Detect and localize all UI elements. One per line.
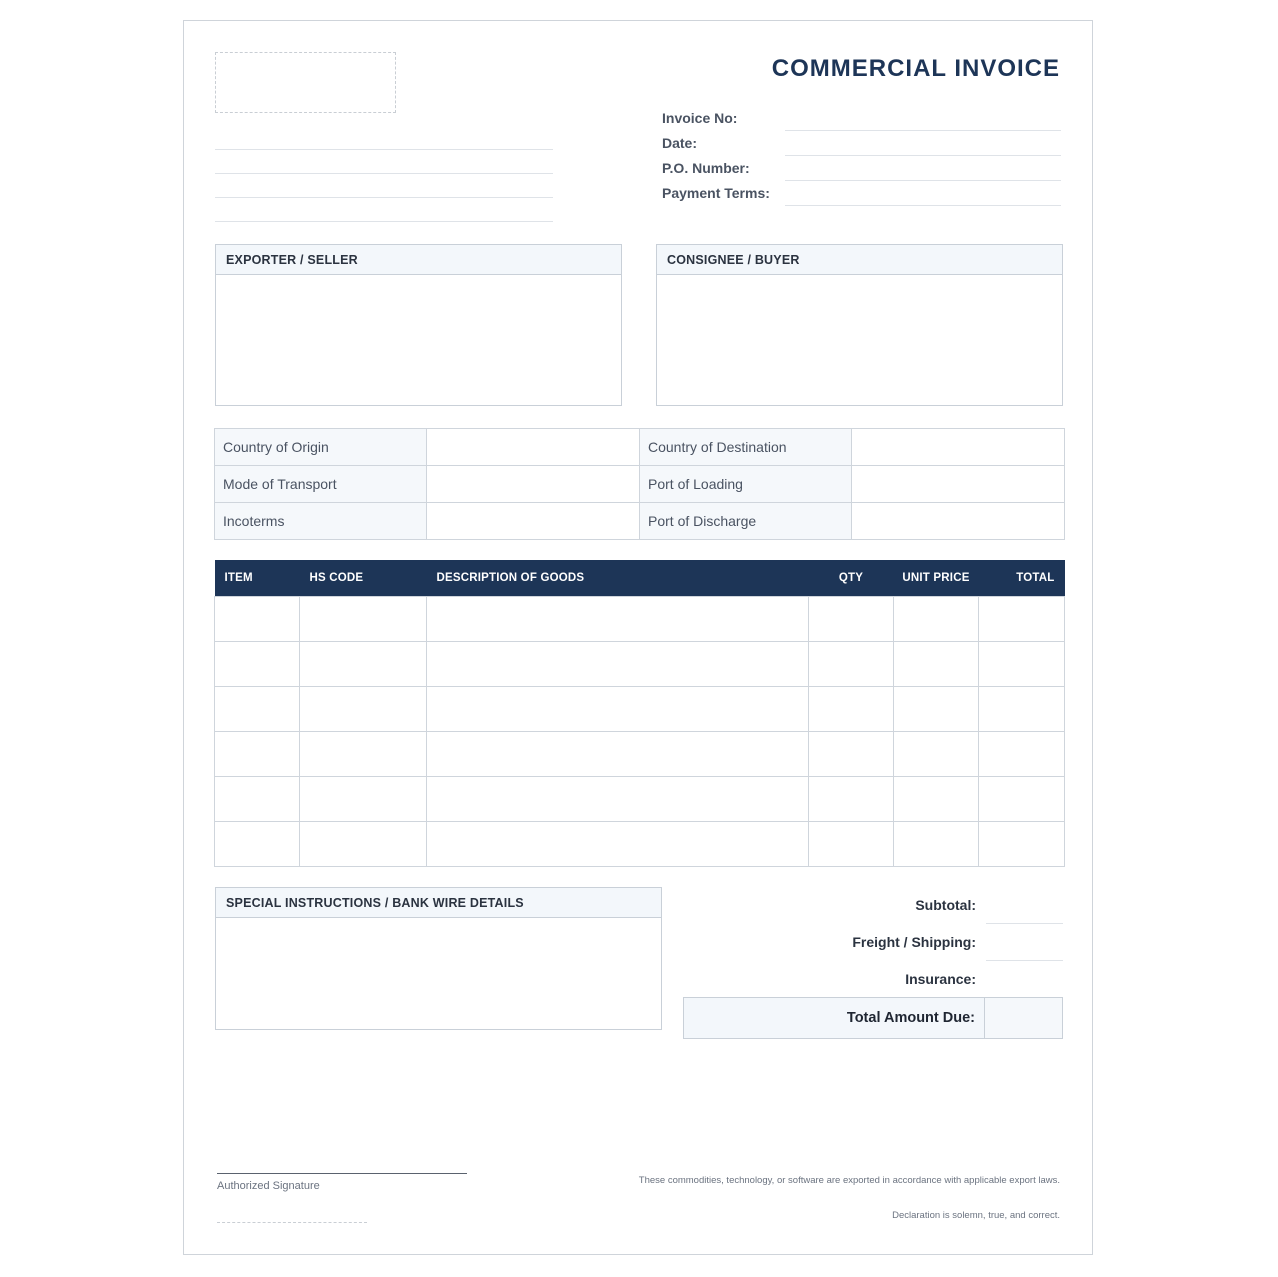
hs-code-cell[interactable] [300,597,427,642]
country-of-origin-label: Country of Origin [215,429,427,466]
unit-price-cell[interactable] [894,822,979,867]
table-row [215,503,1065,540]
address-line[interactable] [215,149,553,150]
table-row [215,777,1065,822]
table-row [215,642,1065,687]
items-header-row [215,560,1065,597]
total-amount-due-field[interactable] [984,998,1062,1038]
unit-price-cell[interactable] [894,777,979,822]
logo-placeholder[interactable] [215,52,396,113]
address-line[interactable] [215,197,553,198]
hs-code-column-header: HS CODE [300,560,427,597]
exporter-box[interactable] [215,244,622,406]
declaration-text: Declaration is solemn, true, and correct. [892,1210,1060,1221]
freight-field[interactable] [986,960,1063,961]
po-number-label: P.O. Number: [662,160,750,176]
port-of-discharge-field[interactable] [852,503,1065,540]
total-cell[interactable] [979,732,1065,777]
hs-code-cell[interactable] [300,822,427,867]
total-cell[interactable] [979,597,1065,642]
table-row [215,822,1065,867]
table-row [215,466,1065,503]
special-instructions-box[interactable] [215,887,662,1030]
description-cell[interactable] [427,732,809,777]
subtotal-label: Subtotal: [915,897,976,913]
hs-code-cell[interactable] [300,642,427,687]
total-amount-due-row [683,997,1063,1039]
unit-price-cell[interactable] [894,597,979,642]
table-row [215,429,1065,466]
qty-cell[interactable] [809,777,894,822]
invoice-no-label: Invoice No: [662,110,738,126]
unit-price-cell[interactable] [894,732,979,777]
invoice-page [183,20,1093,1255]
country-of-destination-field[interactable] [852,429,1065,466]
address-line[interactable] [215,221,553,222]
mode-of-transport-field[interactable] [427,466,640,503]
total-column-header: TOTAL [979,560,1065,597]
unit-price-column-header: UNIT PRICE [894,560,979,597]
port-of-loading-label: Port of Loading [640,466,852,503]
total-cell[interactable] [979,642,1065,687]
country-of-destination-label: Country of Destination [640,429,852,466]
total-cell[interactable] [979,777,1065,822]
unit-price-cell[interactable] [894,687,979,732]
date-label: Date: [662,135,698,151]
description-cell[interactable] [427,822,809,867]
po-number-field[interactable] [785,180,1061,181]
description-column-header: DESCRIPTION OF GOODS [427,560,809,597]
date-field[interactable] [785,155,1061,156]
item-cell[interactable] [215,822,300,867]
hs-code-cell[interactable] [300,732,427,777]
document-title: COMMERCIAL INVOICE [771,55,1060,82]
address-line[interactable] [215,173,553,174]
table-row [215,732,1065,777]
items-table [214,560,1065,867]
qty-column-header: QTY [809,560,894,597]
incoterms-label: Incoterms [215,503,427,540]
qty-cell[interactable] [809,642,894,687]
description-cell[interactable] [427,777,809,822]
table-row [215,687,1065,732]
description-cell[interactable] [427,687,809,732]
country-of-origin-field[interactable] [427,429,640,466]
description-cell[interactable] [427,597,809,642]
hs-code-cell[interactable] [300,777,427,822]
item-column-header: ITEM [215,560,300,597]
qty-cell[interactable] [809,822,894,867]
item-cell[interactable] [215,777,300,822]
special-instructions-heading: SPECIAL INSTRUCTIONS / BANK WIRE DETAILS [216,888,661,918]
total-cell[interactable] [979,822,1065,867]
unit-price-cell[interactable] [894,642,979,687]
insurance-label: Insurance: [905,971,976,987]
invoice-no-field[interactable] [785,130,1061,131]
signature-label: Authorized Signature [217,1180,320,1192]
freight-label: Freight / Shipping: [852,934,976,950]
shipping-details-table [214,428,1065,540]
port-of-loading-field[interactable] [852,466,1065,503]
description-cell[interactable] [427,642,809,687]
export-compliance-text: These commodities, technology, or software are exported in accordance with applicable export laws. [638,1175,1060,1186]
table-row [215,597,1065,642]
incoterms-field[interactable] [427,503,640,540]
qty-cell[interactable] [809,687,894,732]
item-cell[interactable] [215,732,300,777]
payment-terms-label: Payment Terms: [662,185,770,201]
signature-date-line[interactable] [217,1222,367,1223]
total-amount-due-label: Total Amount Due: [846,1010,975,1026]
total-cell[interactable] [979,687,1065,732]
consignee-box[interactable] [656,244,1063,406]
consignee-heading: CONSIGNEE / BUYER [657,245,1062,275]
item-cell[interactable] [215,597,300,642]
port-of-discharge-label: Port of Discharge [640,503,852,540]
qty-cell[interactable] [809,732,894,777]
exporter-heading: EXPORTER / SELLER [216,245,621,275]
subtotal-field[interactable] [986,923,1063,924]
qty-cell[interactable] [809,597,894,642]
mode-of-transport-label: Mode of Transport [215,466,427,503]
signature-line[interactable] [217,1173,467,1174]
hs-code-cell[interactable] [300,687,427,732]
item-cell[interactable] [215,642,300,687]
payment-terms-field[interactable] [785,205,1061,206]
item-cell[interactable] [215,687,300,732]
